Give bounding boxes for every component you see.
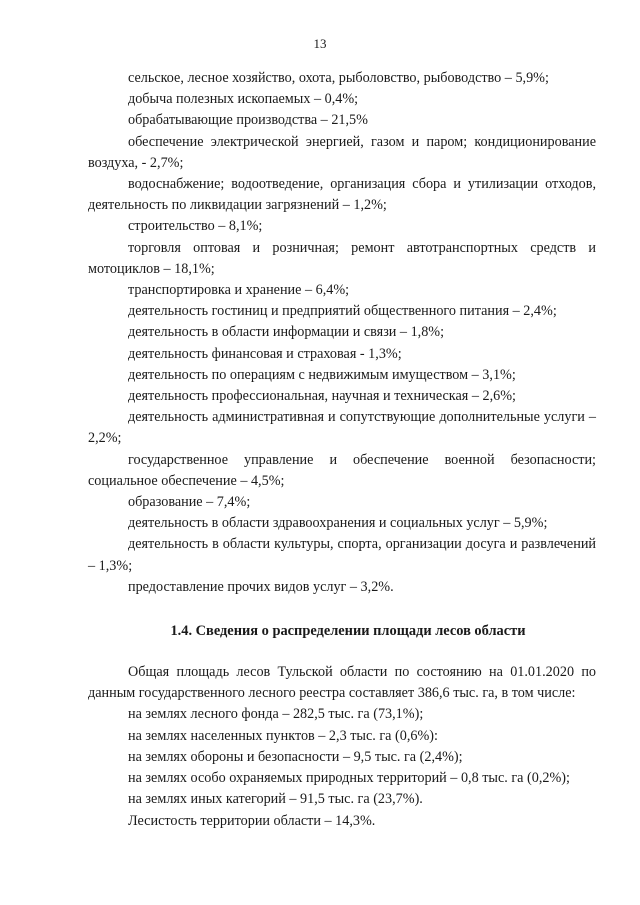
sector-item: водоснабжение; водоотведение, организация сбора и утилизации отходов, деятельность по ликвидации загрязнений – 1,2%;: [88, 176, 596, 214]
sector-item: строительство – 8,1%;: [128, 218, 263, 235]
section-heading: 1.4. Сведения о распределении площади лесов области: [170, 623, 526, 640]
sector-item: деятельность гостиниц и предприятий общественного питания – 2,4%;: [128, 303, 557, 320]
sector-item: деятельность финансовая и страховая - 1,3%;: [128, 345, 402, 362]
sector-item: деятельность в области культуры, спорта, организации досуга и развлечений – 1,3%;: [88, 536, 596, 574]
sector-item: образование – 7,4%;: [128, 494, 251, 511]
sector-item: транспортировка и хранение – 6,4%;: [128, 282, 350, 299]
forest-item: на землях населенных пунктов – 2,3 тыс. га (0,6%):: [128, 727, 438, 744]
page-number: 13: [313, 36, 327, 51]
forest-item: на землях обороны и безопасности – 9,5 тыс. га (2,4%);: [128, 748, 463, 765]
sector-item: обрабатывающие производства – 21,5%: [128, 112, 368, 129]
sector-item: торговля оптовая и розничная; ремонт автотранспортных средств и мотоциклов – 18,1%;: [88, 239, 596, 277]
sector-item: сельское, лесное хозяйство, охота, рыболовство, рыбоводство – 5,9%;: [128, 70, 549, 86]
page-content: [88, 68, 596, 832]
sector-item: деятельность профессиональная, научная и техническая – 2,6%;: [128, 388, 516, 405]
sector-item: деятельность административная и сопутствующие дополнительные услуги – 2,2%;: [88, 409, 596, 447]
sector-item: добыча полезных ископаемых – 0,4%;: [128, 91, 359, 108]
sector-item: предоставление прочих видов услуг – 3,2%.: [128, 578, 394, 595]
forest-item: на землях особо охраняемых природных территорий – 0,8 тыс. га (0,2%);: [128, 770, 570, 787]
sector-list: [88, 68, 596, 598]
sector-item: деятельность в области здравоохранения и социальных услуг – 5,9%;: [128, 515, 548, 532]
forest-item: на землях иных категорий – 91,5 тыс. га (23,7%).: [128, 791, 423, 808]
forest-item: на землях лесного фонда – 282,5 тыс. га (73,1%);: [128, 706, 424, 723]
sector-item: деятельность в области информации и связи – 1,8%;: [128, 324, 445, 341]
forest-intro: Общая площадь лесов Тульской области по состоянию на 01.01.2020 по данным государственного лесного реестра составляет 386,6 тыс. га, в том числе:: [88, 664, 596, 702]
sector-item: деятельность по операциям с недвижимым имуществом – 3,1%;: [128, 366, 516, 383]
sector-item: государственное управление и обеспечение военной безопасности; социальное обеспечение – 4,5%;: [88, 451, 596, 489]
forest-cover: Лесистость территории области – 14,3%.: [128, 812, 376, 829]
forest-section: [88, 662, 596, 832]
sector-item: обеспечение электрической энергией, газом и паром; кондиционирование воздуха, - 2,7%;: [88, 133, 596, 171]
